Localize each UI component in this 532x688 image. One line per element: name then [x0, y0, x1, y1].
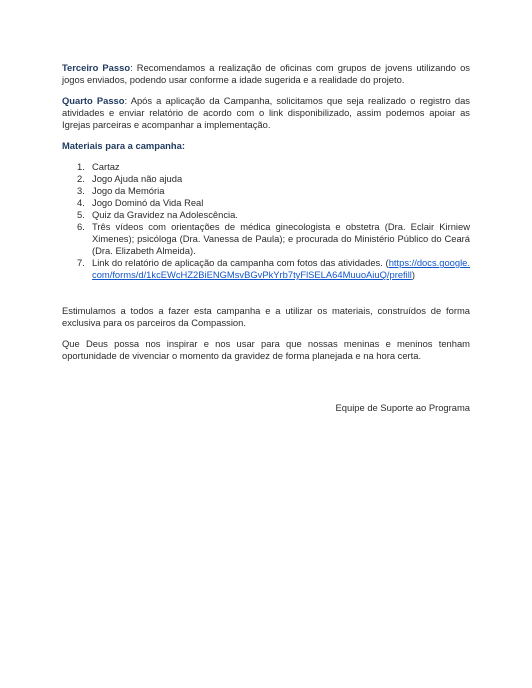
list-text: Link do relatório de aplicação da campanha com fotos das atividades. ( — [92, 257, 389, 268]
list-item — [62, 173, 470, 185]
spacer — [62, 281, 470, 305]
document-body — [62, 62, 470, 371]
list-text-close: ) — [411, 269, 416, 280]
step4-text: : Após a aplicação da Campanha, solicitamos que seja realizado o registro das atividades e enviar relatório de acordo com o link disponibilizado, assim podemos apoiar as Igrejas parceiras e acompanhar a implementação. — [62, 95, 470, 130]
step4-label: Quarto Passo — [62, 95, 125, 106]
signature: Equipe de Suporte ao Programa — [335, 402, 470, 413]
list-text: Jogo da Memória — [92, 185, 165, 196]
list-number: 5. — [77, 209, 85, 220]
list-number: 7. — [77, 257, 85, 268]
step3-text: : Recomendamos a realização de oficinas com grupos de jovens utilizando os jogos enviados, podendo usar conforme a idade sugerida e a realidade do projeto. — [62, 62, 470, 85]
materials-list — [62, 161, 470, 281]
list-item — [62, 161, 470, 173]
step4-paragraph — [62, 95, 470, 131]
list-number: 6. — [77, 221, 85, 232]
list-text: Cartaz — [92, 161, 120, 172]
list-item — [62, 185, 470, 197]
list-item-report-link — [62, 257, 470, 281]
closing-paragraph-1: Estimulamos a todos a fazer esta campanha e a utilizar os materiais, construídos de forma exclusiva para os parceiros da Compassion. — [62, 305, 470, 328]
list-item — [62, 221, 470, 257]
list-text: Três vídeos com orientações de médica ginecologista e obstetra (Dra. Eclair Kirniew Ximenes); psicóloga (Dra. Vanessa de Paula); e procurada do Ministério Público do Ceará (Dra. Elizabeth Almeida). — [92, 221, 470, 256]
list-text: Jogo Dominó da Vida Real — [92, 197, 204, 208]
step3-paragraph — [62, 62, 470, 86]
report-form-link[interactable]: https://docs.google.com/forms/d/1kcEWcHZ2BiENGMsvBGvPkYrb7tyFlSELA64MuuoAiuQ/prefill — [92, 257, 470, 280]
materials-heading: Materiais para a campanha: — [62, 140, 185, 151]
list-number: 3. — [77, 185, 85, 196]
list-number: 1. — [77, 161, 85, 172]
list-text: Quiz da Gravidez na Adolescência. — [92, 209, 238, 220]
list-item — [62, 197, 470, 209]
list-text: Jogo Ajuda não ajuda — [92, 173, 183, 184]
list-item — [62, 209, 470, 221]
list-number: 2. — [77, 173, 85, 184]
list-number: 4. — [77, 197, 85, 208]
step3-label: Terceiro Passo — [62, 62, 131, 73]
closing-paragraph-2: Que Deus possa nos inspirar e nos usar para que nossas meninas e meninos tenham oportunidade de vivenciar o momento da gravidez de forma planejada e na hora certa. — [62, 338, 470, 361]
